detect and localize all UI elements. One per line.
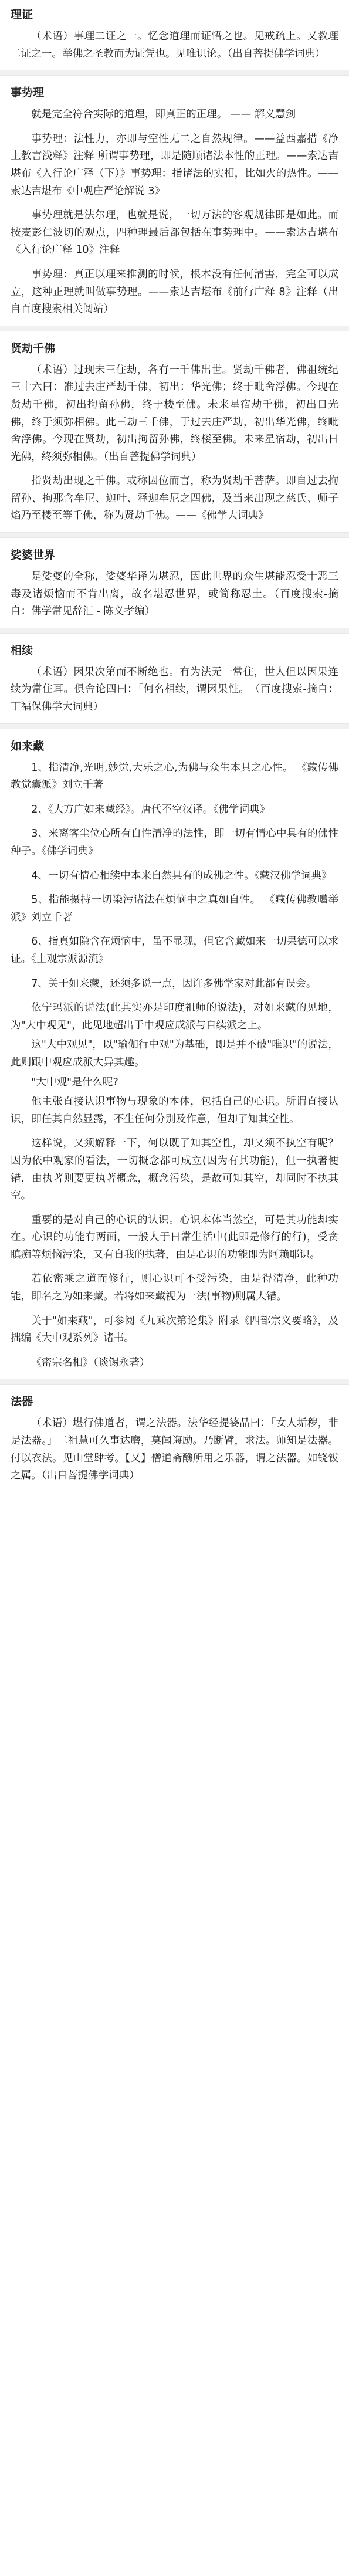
entry-paragraph: 依宁玛派的说法(此其实亦是印度祖师的说法)，对如来藏的见地，为"大中观见"，此见地超出于中观应成派与自续派之上。 [11,1002,338,1031]
section-divider [0,723,349,729]
entry-paragraph: 他主张直接认识事物与现象的本体，包括自己的心识。所谓直接认识，即任其自然显露，不生任何分别及作意，但却了知其空性。 [11,1096,338,1125]
entry-paragraph: 指贤劫出现之千佛。或称因位而言，称为贤劫千菩萨。即自过去拘留孙、拘那含牟尼、迦叶、释迦牟尼之四佛，及当来出现之慈氏、师子焰乃至楼至等千佛，称为贤劫千佛。——《佛学大词典》 [11,475,338,522]
dictionary-entry [11,1355,338,1372]
entry-paragraph: 是娑婆的全称，娑婆华译为堪忍，因此世界的众生堪能忍受十恶三毒及诸烦恼而不肯出离，故名堪忍世界，或简称忍土。（百度搜索-摘自：佛学常见辞汇 - 陈义孝编） [11,571,338,618]
entry-paragraph: （术语）过现未三住劫，各有一千佛出世。贤劫千佛者，佛祖统纪三十六曰：准过去庄严劫千佛，初出：华光佛；终于毗舍浮佛。今现在贤劫千佛，初出拘留孙佛，终于楼至佛。未来星宿劫千佛，初出日光佛，终于须弥相佛。此三劫三千佛，于过去庄严劫，初出华光佛，终毗舍浮佛。今现在贤劫，初出拘留孙佛，终楼至佛。未来星宿劫，初出日光佛，终须弥相佛。（出自菩提佛学词典） [11,364,338,463]
dictionary-entry [11,642,338,716]
entry-title: 理证 [11,8,33,21]
section-divider [0,326,349,331]
entry-paragraph: 6、指真如隐含在烦恼中，虽不显现，但它含藏如来一切果德可以求证。《土观宗派源流》 [11,936,338,965]
entry-paragraph: 2、《大方广如来藏经》。唐代不空汉译。《佛学词典》 [31,803,270,815]
section-divider [0,1379,349,1385]
entry-paragraph: 重要的是对自己的心识的认识。心识本体当然空，可是其功能却实在。心识的功能有两面，一般人于日常生活中(此即是修行的行)，受贪瞋痴等烦恼污染，又有自我的执著，由是心识的功能即为阿赖耶识。 [11,1214,338,1261]
entry-paragraph: 若依密乘之道而修行，则心识可不受污染，由是得清净，此种功能，即名之为如来藏。若将如来藏视为一法(事物)则属大错。 [11,1273,338,1303]
entry-paragraph: 这"大中观见"，以"瑜伽行中观"为基础，即是并不破"唯识"的说法，此则跟中观应成派大异其趣。 [11,1039,338,1068]
entry-paragraph: 关于"如来藏"，可参阅《九乘次第论集》附录《四部宗义要略》，及拙编《大中观系列》诸书。 [11,1315,338,1345]
entry-paragraph: （术语）事理二证之一。忆念道理而证悟之也。见戒疏上。又教理二证之一。举佛之圣教而为证凭也。见唯识论。（出自菩提佛学词典） [11,31,338,60]
dictionary-entry [11,6,338,63]
entry-paragraph: （术语）堪行佛道者，谓之法器。法华经提婆品曰：「女人垢秽，非是法器。」二祖慧可久事达磨，莫闻诲励。乃断臂，求法。师知是法器。付以衣法。见山堂肆考。【又】僧道斋醮所用之乐器，谓之法器。如铙钹之属。（出自菩提佛学词典） [11,1417,338,1482]
entry-paragraph: 《密宗名相》（谈锡永著） [31,1356,150,1369]
section-divider [0,70,349,76]
entry-paragraph: 就是完全符合实际的道理，即真正的正理。 —— 解义慧剑 [31,109,296,121]
entry-title: 娑婆世界 [11,549,56,562]
entry-title: 如来藏 [11,739,45,753]
dictionary-entry [11,737,338,1348]
entry-paragraph: 事势理：真正以理来推测的时候，根本没有任何清害，完全可以成立，这种正理就叫做事势理。——索达吉堪布《前行广释 8》注释（出自百度搜索相关阅站） [11,268,338,316]
entry-title: 法器 [11,1395,33,1409]
entry-paragraph: （术语）因果次第而不断绝也。有为法无一常住，世人但以因果连续为常住耳。俱舍论四曰：「何名相续，谓因果性。」（百度搜索-摘自：丁福保佛学大词典） [11,666,338,713]
entry-paragraph: 4、一切有情心相续中本来自然具有的成佛之性。《藏汉佛学词典》 [31,869,332,882]
section-divider [0,532,349,538]
entry-paragraph: 7、关于如来藏，还须多说一点，因许多佛学家对此都有误会。 [31,977,317,990]
dictionary-entry [11,340,338,525]
entry-paragraph: 5、指能摄持一切染污诸法在烦恼中之真如自性。 《藏传佛教噶举派》刘立千著 [11,894,338,923]
entry-paragraph: 1、指清净,光明,妙觉,大乐之心,为佛与众生本具之心性。 《藏传佛教觉囊派》刘立千著 [11,761,338,791]
dictionary-entry [11,546,338,621]
entry-title: 事势理 [11,86,45,100]
entry-paragraph: 事势理就是法尔理，也就是说，一切万法的客观规律即是如此。而按麦彭仁波切的观点，四种理最后都包括在事势理中。——索达吉堪布《入行论广释 10》注释 [11,209,338,256]
entry-title: 贤劫千佛 [11,341,56,355]
entry-paragraph: 这样说，又须解释一下，何以既了知其空性，却又须不执空有呢？因为依中观家的看法，一切概念都可成立(因为有其功能)，但一执著便错，由执著则要更执著概念，概念污染，是故可知其空，却同时不执其空。 [11,1138,338,1202]
entry-paragraph: "大中观"是什么呢? [31,1076,118,1088]
dictionary-entry [11,1393,338,1484]
section-divider [0,628,349,634]
entry-paragraph: 事势理：法性力，亦即与空性无二之自然规律。——益西嘉措《净土教言浅释》注释 所谓事势理，即是随顺诸法本性的正理。——索达吉堪布《入行论广释（下）》事势理：指诸法的实相，比如火的热性。——索达吉堪布《中观庄严论解说 3》 [11,133,338,197]
entry-paragraph: 3、来离客尘位心所有自性清净的法性，即一切有情心中具有的佛性种子。《佛学词典》 [11,828,338,857]
dictionary-entry [11,84,338,319]
entry-title: 相续 [11,644,33,657]
